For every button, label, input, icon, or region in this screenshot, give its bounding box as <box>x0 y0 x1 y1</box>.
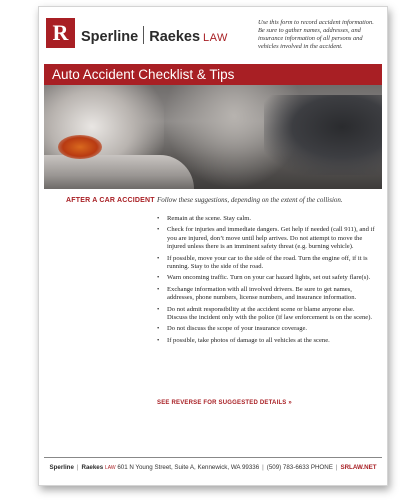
footer-website-link[interactable]: SRLAW.NET <box>340 464 377 471</box>
footer-law: LAW <box>104 465 116 471</box>
list-item: • Warn oncoming traffic. Turn on your car hazard lights, set out safety flare(s). <box>157 274 375 282</box>
checklist-page <box>38 6 388 486</box>
footer-divider <box>44 457 382 458</box>
brand-name-first: Sperline <box>81 29 139 45</box>
see-reverse-link[interactable]: SEE REVERSE FOR SUGGESTED DETAILS » <box>157 400 292 406</box>
footer-phone-label: PHONE <box>310 464 333 471</box>
list-item: • Do not discuss the scope of your insurance coverage. <box>157 325 375 333</box>
tips-list <box>157 215 375 348</box>
footer-phone: (509) 783-6633 <box>266 464 310 471</box>
form-instructions: Use this form to record accident information. Be sure to gather names, addresses, and insurance information of all persons and vehicles involved in the accident. <box>258 19 374 50</box>
section-heading: AFTER A CAR ACCIDENT <box>66 197 155 204</box>
list-item: • Do not admit responsibility at the accident scene or blame anyone else. Discuss the incident only with the police (if law enforcement is on the scene). <box>157 306 375 323</box>
footer-separator: | <box>335 464 338 471</box>
car-accident-photo <box>44 85 382 189</box>
brand-name-second: Raekes <box>149 29 201 45</box>
footer-name-first: Sperline <box>49 464 74 471</box>
footer-address: 601 N Young Street, Suite A, Kennewick, WA 99336 <box>117 464 260 471</box>
list-item: • Remain at the scene. Stay calm. <box>157 215 375 223</box>
brand-name <box>81 26 228 45</box>
footer <box>39 464 387 471</box>
section-intro: Follow these suggestions, depending on the extent of the collision. <box>157 196 343 204</box>
list-item: • If possible, take photos of damage to all vehicles at the scene. <box>157 337 375 345</box>
footer-separator: | <box>76 464 79 471</box>
brand-divider <box>143 26 144 44</box>
list-item: • Exchange information with all involved drivers. Be sure to get names, addresses, phone numbers, license numbers, and insurance information. <box>157 286 375 303</box>
page-title: Auto Accident Checklist & Tips <box>44 64 382 85</box>
footer-name-second: Raekes <box>81 464 104 471</box>
list-item: • Check for injuries and immediate dangers. Get help if needed (call 911), and if you are injured, don’t move until help arrives. Do not attempt to move the injured unless there is an imminent safety threat (e.g. burning vehicle). <box>157 226 375 251</box>
logo-mark: R <box>46 18 75 48</box>
footer-separator: | <box>262 464 264 471</box>
list-item: • If possible, move your car to the side of the road. Turn the engine off, if it is running. Stay to the side of the road. <box>157 255 375 272</box>
brand-law: LAW <box>203 32 228 44</box>
